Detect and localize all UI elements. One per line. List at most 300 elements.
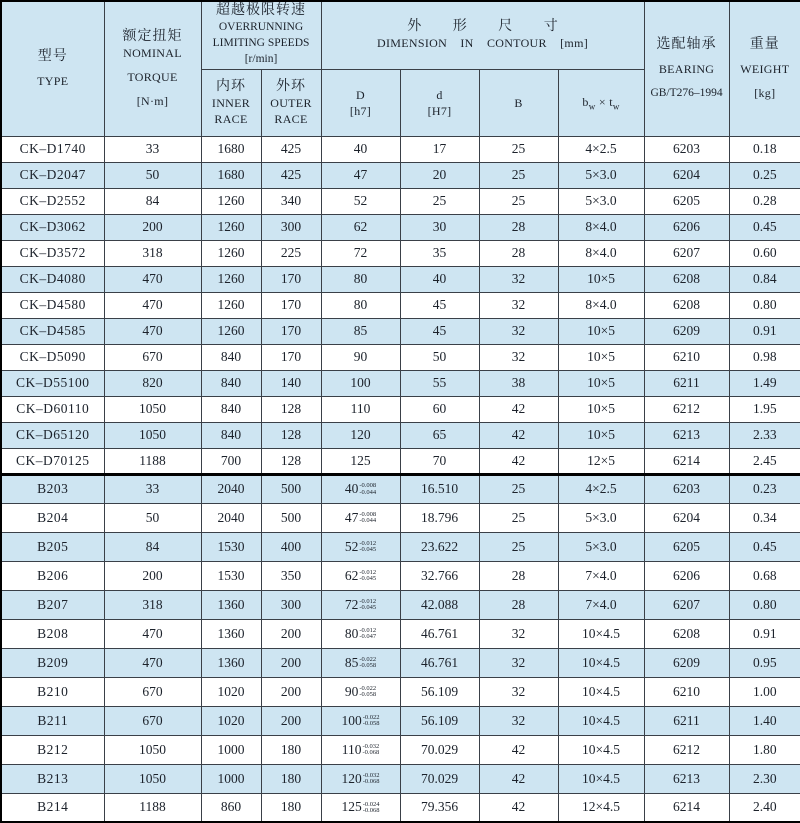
cell-bt: 10×4.5	[558, 735, 644, 764]
header-col-D: D [h7]	[321, 69, 400, 136]
cell-type: B214	[1, 793, 104, 822]
header-weight-unit: [kg]	[754, 85, 776, 100]
cell-d: 45	[400, 292, 479, 318]
cell-bearing: 6213	[644, 764, 729, 793]
cell-type: CK–D4080	[1, 266, 104, 292]
cell-inner: 1260	[201, 292, 261, 318]
cell-B: 42	[479, 764, 558, 793]
cell-bt: 10×4.5	[558, 764, 644, 793]
cell-bt: 4×2.5	[558, 474, 644, 503]
d-tolerance: -0.032 -0.068	[362, 742, 380, 757]
cell-bearing: 6209	[644, 648, 729, 677]
cell-bt: 10×5	[558, 422, 644, 448]
cell-d: 46.761	[400, 619, 479, 648]
cell-B: 32	[479, 619, 558, 648]
cell-inner: 1360	[201, 648, 261, 677]
cell-bt: 8×4.0	[558, 214, 644, 240]
cell-torque: 33	[104, 474, 201, 503]
cell-d: 79.356	[400, 793, 479, 822]
cell-D: 90	[321, 344, 400, 370]
cell-D: 80	[321, 292, 400, 318]
cell-bt: 12×5	[558, 448, 644, 474]
cell-type: CK–D55100	[1, 370, 104, 396]
cell-weight: 0.84	[729, 266, 800, 292]
cell-bearing: 6211	[644, 370, 729, 396]
cell-D: 85 -0.022 -0.058	[321, 648, 400, 677]
header-bearing	[644, 1, 729, 136]
cell-D: 72	[321, 240, 400, 266]
cell-outer: 200	[261, 677, 321, 706]
cell-type: B213	[1, 764, 104, 793]
cell-d: 56.109	[400, 706, 479, 735]
cell-torque: 318	[104, 590, 201, 619]
cell-bearing: 6208	[644, 266, 729, 292]
cell-D: 47 -0.008 -0.044	[321, 503, 400, 532]
cell-d: 60	[400, 396, 479, 422]
table-row	[1, 532, 800, 561]
cell-outer: 300	[261, 590, 321, 619]
cell-bt: 8×4.0	[558, 292, 644, 318]
cell-B: 25	[479, 188, 558, 214]
d-tolerance: -0.012 -0.045	[359, 597, 377, 612]
cell-weight: 2.40	[729, 793, 800, 822]
cell-inner: 1020	[201, 706, 261, 735]
cell-d: 35	[400, 240, 479, 266]
table-row	[1, 503, 800, 532]
cell-weight: 0.60	[729, 240, 800, 266]
cell-outer: 128	[261, 422, 321, 448]
cell-type: CK–D60110	[1, 396, 104, 422]
d-tolerance: -0.022 -0.058	[362, 713, 380, 728]
table-header	[1, 1, 800, 136]
cell-weight: 2.33	[729, 422, 800, 448]
cell-outer: 128	[261, 448, 321, 474]
cell-bt: 10×5	[558, 318, 644, 344]
cell-outer: 200	[261, 648, 321, 677]
header-bearing-zh: 选配轴承	[656, 36, 717, 52]
cell-torque: 1050	[104, 735, 201, 764]
cell-inner: 1260	[201, 266, 261, 292]
cell-bt: 4×2.5	[558, 136, 644, 162]
cell-outer: 180	[261, 793, 321, 822]
cell-D: 52	[321, 188, 400, 214]
header-weight-en: WEIGHT	[740, 61, 790, 76]
cell-bt: 10×5	[558, 370, 644, 396]
cell-bt: 5×3.0	[558, 162, 644, 188]
header-type	[1, 1, 104, 136]
d-tolerance: -0.008 -0.044	[359, 482, 377, 496]
cell-bearing: 6207	[644, 240, 729, 266]
cell-outer: 400	[261, 532, 321, 561]
cell-weight: 0.28	[729, 188, 800, 214]
cell-D: 90 -0.022 -0.058	[321, 677, 400, 706]
cell-torque: 470	[104, 619, 201, 648]
header-inner-race: 内环 INNER RACE	[201, 69, 261, 136]
cell-D: 85	[321, 318, 400, 344]
cell-type: B211	[1, 706, 104, 735]
table-row	[1, 793, 800, 822]
cell-bearing: 6206	[644, 561, 729, 590]
header-dimensions-en: DIMENSION IN CONTOUR [mm]	[377, 36, 589, 51]
cell-d: 32.766	[400, 561, 479, 590]
d-tolerance: -0.022 -0.058	[359, 684, 377, 699]
cell-torque: 318	[104, 240, 201, 266]
cell-outer: 128	[261, 396, 321, 422]
cell-D: 52 -0.012 -0.045	[321, 532, 400, 561]
cell-weight: 2.30	[729, 764, 800, 793]
cell-torque: 470	[104, 648, 201, 677]
cell-B: 42	[479, 396, 558, 422]
table-row	[1, 619, 800, 648]
cell-inner: 1360	[201, 619, 261, 648]
cell-type: CK–D2047	[1, 162, 104, 188]
cell-weight: 0.95	[729, 648, 800, 677]
cell-inner: 840	[201, 344, 261, 370]
cell-bearing: 6205	[644, 532, 729, 561]
cell-B: 28	[479, 561, 558, 590]
cell-D: 62 -0.012 -0.045	[321, 561, 400, 590]
cell-type: B207	[1, 590, 104, 619]
cell-D: 125	[321, 448, 400, 474]
cell-weight: 1.49	[729, 370, 800, 396]
cell-weight: 0.91	[729, 619, 800, 648]
cell-B: 32	[479, 648, 558, 677]
cell-bearing: 6203	[644, 474, 729, 503]
d-tolerance: -0.012 -0.047	[359, 626, 377, 641]
cell-inner: 1680	[201, 162, 261, 188]
cell-bt: 8×4.0	[558, 240, 644, 266]
header-speeds-en1: OVERRUNNING	[218, 21, 304, 34]
cell-bt: 10×4.5	[558, 619, 644, 648]
cell-D: 110	[321, 396, 400, 422]
cell-B: 42	[479, 793, 558, 822]
cell-bearing: 6213	[644, 422, 729, 448]
cell-d: 16.510	[400, 474, 479, 503]
cell-B: 28	[479, 590, 558, 619]
cell-bearing: 6209	[644, 318, 729, 344]
cell-D: 125 -0.024 -0.068	[321, 793, 400, 822]
cell-outer: 170	[261, 344, 321, 370]
cell-torque: 1188	[104, 793, 201, 822]
cell-outer: 180	[261, 764, 321, 793]
table-row	[1, 590, 800, 619]
cell-torque: 50	[104, 162, 201, 188]
cell-bearing: 6212	[644, 735, 729, 764]
cell-inner: 1360	[201, 590, 261, 619]
cell-d: 23.622	[400, 532, 479, 561]
cell-bt: 10×5	[558, 396, 644, 422]
table-row	[1, 706, 800, 735]
cell-d: 70	[400, 448, 479, 474]
header-speeds	[201, 1, 321, 69]
cell-d: 18.796	[400, 503, 479, 532]
table-row	[1, 764, 800, 793]
cell-D: 62	[321, 214, 400, 240]
header-type-en: TYPE	[37, 73, 69, 88]
cell-B: 25	[479, 532, 558, 561]
table-row	[1, 214, 800, 240]
table-body	[1, 136, 800, 822]
table-row	[1, 648, 800, 677]
cell-D: 72 -0.012 -0.045	[321, 590, 400, 619]
cell-weight: 0.25	[729, 162, 800, 188]
cell-torque: 670	[104, 706, 201, 735]
table-row	[1, 162, 800, 188]
header-dimensions-zh: 外 形 尺 寸	[407, 19, 572, 35]
table-row	[1, 448, 800, 474]
cell-bt: 10×5	[558, 344, 644, 370]
d-tolerance: -0.032 -0.068	[362, 771, 380, 786]
cell-outer: 425	[261, 162, 321, 188]
cell-B: 28	[479, 240, 558, 266]
cell-weight: 0.80	[729, 292, 800, 318]
cell-bearing: 6208	[644, 292, 729, 318]
cell-weight: 1.40	[729, 706, 800, 735]
cell-B: 32	[479, 266, 558, 292]
cell-weight: 2.45	[729, 448, 800, 474]
cell-inner: 840	[201, 422, 261, 448]
cell-B: 28	[479, 214, 558, 240]
header-bearing-std: GB/T276–1994	[650, 86, 723, 99]
cell-inner: 860	[201, 793, 261, 822]
cell-D: 110 -0.032 -0.068	[321, 735, 400, 764]
cell-inner: 1260	[201, 214, 261, 240]
cell-type: B212	[1, 735, 104, 764]
header-torque-unit: [N·m]	[136, 93, 169, 108]
cell-d: 65	[400, 422, 479, 448]
cell-outer: 225	[261, 240, 321, 266]
table-row	[1, 344, 800, 370]
cell-torque: 670	[104, 677, 201, 706]
table-row	[1, 474, 800, 503]
d-tolerance: -0.008 -0.044	[359, 510, 377, 525]
cell-type: B210	[1, 677, 104, 706]
cell-D: 80 -0.012 -0.047	[321, 619, 400, 648]
cell-outer: 170	[261, 292, 321, 318]
table-row	[1, 292, 800, 318]
cell-weight: 0.98	[729, 344, 800, 370]
cell-type: B203	[1, 474, 104, 503]
cell-outer: 340	[261, 188, 321, 214]
cell-d: 20	[400, 162, 479, 188]
cell-outer: 425	[261, 136, 321, 162]
cell-inner: 1020	[201, 677, 261, 706]
cell-torque: 200	[104, 214, 201, 240]
cell-bearing: 6214	[644, 448, 729, 474]
header-torque-en1: NOMINAL	[123, 45, 182, 60]
cell-bt: 10×4.5	[558, 677, 644, 706]
cell-inner: 1260	[201, 188, 261, 214]
header-torque-zh: 额定扭矩	[122, 28, 183, 44]
d-tolerance: -0.024 -0.068	[362, 800, 380, 815]
cell-inner: 1530	[201, 532, 261, 561]
cell-inner: 1000	[201, 735, 261, 764]
cell-bearing: 6211	[644, 706, 729, 735]
cell-B: 42	[479, 448, 558, 474]
cell-torque: 820	[104, 370, 201, 396]
cell-type: B204	[1, 503, 104, 532]
cell-bt: 5×3.0	[558, 503, 644, 532]
table-row	[1, 266, 800, 292]
cell-type: CK–D65120	[1, 422, 104, 448]
cell-B: 25	[479, 136, 558, 162]
header-bearing-en: BEARING	[658, 61, 715, 76]
cell-bearing: 6206	[644, 214, 729, 240]
cell-torque: 1050	[104, 396, 201, 422]
cell-torque: 84	[104, 532, 201, 561]
cell-B: 32	[479, 677, 558, 706]
cell-inner: 1680	[201, 136, 261, 162]
cell-bearing: 6212	[644, 396, 729, 422]
cell-torque: 670	[104, 344, 201, 370]
cell-B: 32	[479, 292, 558, 318]
cell-bt: 7×4.0	[558, 590, 644, 619]
cell-d: 45	[400, 318, 479, 344]
cell-torque: 50	[104, 503, 201, 532]
cell-weight: 0.68	[729, 561, 800, 590]
cell-outer: 300	[261, 214, 321, 240]
cell-bt: 5×3.0	[558, 532, 644, 561]
header-outer-race: 外环 OUTER RACE	[261, 69, 321, 136]
cell-outer: 180	[261, 735, 321, 764]
cell-torque: 470	[104, 266, 201, 292]
cell-torque: 1188	[104, 448, 201, 474]
table-row	[1, 136, 800, 162]
cell-D: 120	[321, 422, 400, 448]
cell-torque: 470	[104, 318, 201, 344]
cell-bt: 7×4.0	[558, 561, 644, 590]
cell-type: B205	[1, 532, 104, 561]
cell-D: 120 -0.032 -0.068	[321, 764, 400, 793]
cell-B: 38	[479, 370, 558, 396]
cell-type: CK–D5090	[1, 344, 104, 370]
cell-bearing: 6214	[644, 793, 729, 822]
header-type-zh: 型号	[37, 48, 68, 64]
cell-d: 17	[400, 136, 479, 162]
table-row	[1, 561, 800, 590]
cell-torque: 84	[104, 188, 201, 214]
header-speeds-zh: 超越极限转速	[216, 3, 306, 19]
cell-bearing: 6204	[644, 503, 729, 532]
cell-d: 56.109	[400, 677, 479, 706]
cell-inner: 2040	[201, 474, 261, 503]
header-weight	[729, 1, 800, 136]
cell-type: B206	[1, 561, 104, 590]
cell-d: 70.029	[400, 735, 479, 764]
header-weight-zh: 重量	[749, 36, 780, 52]
cell-type: B208	[1, 619, 104, 648]
cell-bt: 5×3.0	[558, 188, 644, 214]
table-row	[1, 240, 800, 266]
cell-weight: 0.34	[729, 503, 800, 532]
header-torque	[104, 1, 201, 136]
cell-weight: 0.23	[729, 474, 800, 503]
table-row	[1, 318, 800, 344]
cell-bt: 10×5	[558, 266, 644, 292]
cell-bearing: 6210	[644, 677, 729, 706]
cell-type: CK–D2552	[1, 188, 104, 214]
header-col-B: B	[479, 69, 558, 136]
cell-D: 40 -0.008 -0.044	[321, 474, 400, 503]
cell-weight: 1.95	[729, 396, 800, 422]
cell-bearing: 6205	[644, 188, 729, 214]
cell-torque: 1050	[104, 764, 201, 793]
header-speeds-en2: LIMITING SPEEDS	[212, 37, 310, 50]
cell-weight: 0.45	[729, 532, 800, 561]
cell-outer: 350	[261, 561, 321, 590]
cell-outer: 500	[261, 503, 321, 532]
cell-bearing: 6210	[644, 344, 729, 370]
cell-outer: 200	[261, 706, 321, 735]
cell-bt: 10×4.5	[558, 706, 644, 735]
cell-d: 70.029	[400, 764, 479, 793]
cell-type: CK–D4585	[1, 318, 104, 344]
cell-bearing: 6204	[644, 162, 729, 188]
table-row	[1, 370, 800, 396]
cell-weight: 1.80	[729, 735, 800, 764]
cell-type: CK–D4580	[1, 292, 104, 318]
cell-bt: 12×4.5	[558, 793, 644, 822]
header-torque-en2: TORQUE	[127, 69, 178, 84]
cell-weight: 0.91	[729, 318, 800, 344]
cell-d: 46.761	[400, 648, 479, 677]
cell-bearing: 6208	[644, 619, 729, 648]
cell-inner: 2040	[201, 503, 261, 532]
cell-B: 32	[479, 318, 558, 344]
header-col-d: d [H7]	[400, 69, 479, 136]
cell-outer: 140	[261, 370, 321, 396]
cell-d: 40	[400, 266, 479, 292]
d-tolerance: -0.012 -0.045	[359, 539, 377, 554]
cell-weight: 0.45	[729, 214, 800, 240]
cell-B: 42	[479, 735, 558, 764]
cell-d: 25	[400, 188, 479, 214]
header-dimensions	[321, 1, 644, 69]
cell-B: 32	[479, 706, 558, 735]
header-speeds-unit: [r/min]	[244, 53, 278, 66]
cell-outer: 170	[261, 266, 321, 292]
cell-outer: 500	[261, 474, 321, 503]
cell-bearing: 6207	[644, 590, 729, 619]
cell-bt: 10×4.5	[558, 648, 644, 677]
cell-D: 100 -0.022 -0.058	[321, 706, 400, 735]
cell-type: CK–D3062	[1, 214, 104, 240]
cell-d: 55	[400, 370, 479, 396]
cell-weight: 0.18	[729, 136, 800, 162]
cell-outer: 200	[261, 619, 321, 648]
table-row	[1, 422, 800, 448]
cell-D: 80	[321, 266, 400, 292]
cell-inner: 700	[201, 448, 261, 474]
d-tolerance: -0.022 -0.058	[359, 655, 377, 670]
cell-D: 100	[321, 370, 400, 396]
d-tolerance: -0.012 -0.045	[359, 568, 377, 583]
cell-B: 25	[479, 162, 558, 188]
table-row	[1, 396, 800, 422]
cell-torque: 470	[104, 292, 201, 318]
cell-torque: 1050	[104, 422, 201, 448]
cell-outer: 170	[261, 318, 321, 344]
cell-type: B209	[1, 648, 104, 677]
cell-d: 50	[400, 344, 479, 370]
cell-inner: 1000	[201, 764, 261, 793]
cell-weight: 0.80	[729, 590, 800, 619]
cell-inner: 840	[201, 396, 261, 422]
cell-inner: 840	[201, 370, 261, 396]
header-col-bt: $b_w \times t_w$	[558, 69, 644, 136]
cell-B: 25	[479, 503, 558, 532]
cell-weight: 1.00	[729, 677, 800, 706]
